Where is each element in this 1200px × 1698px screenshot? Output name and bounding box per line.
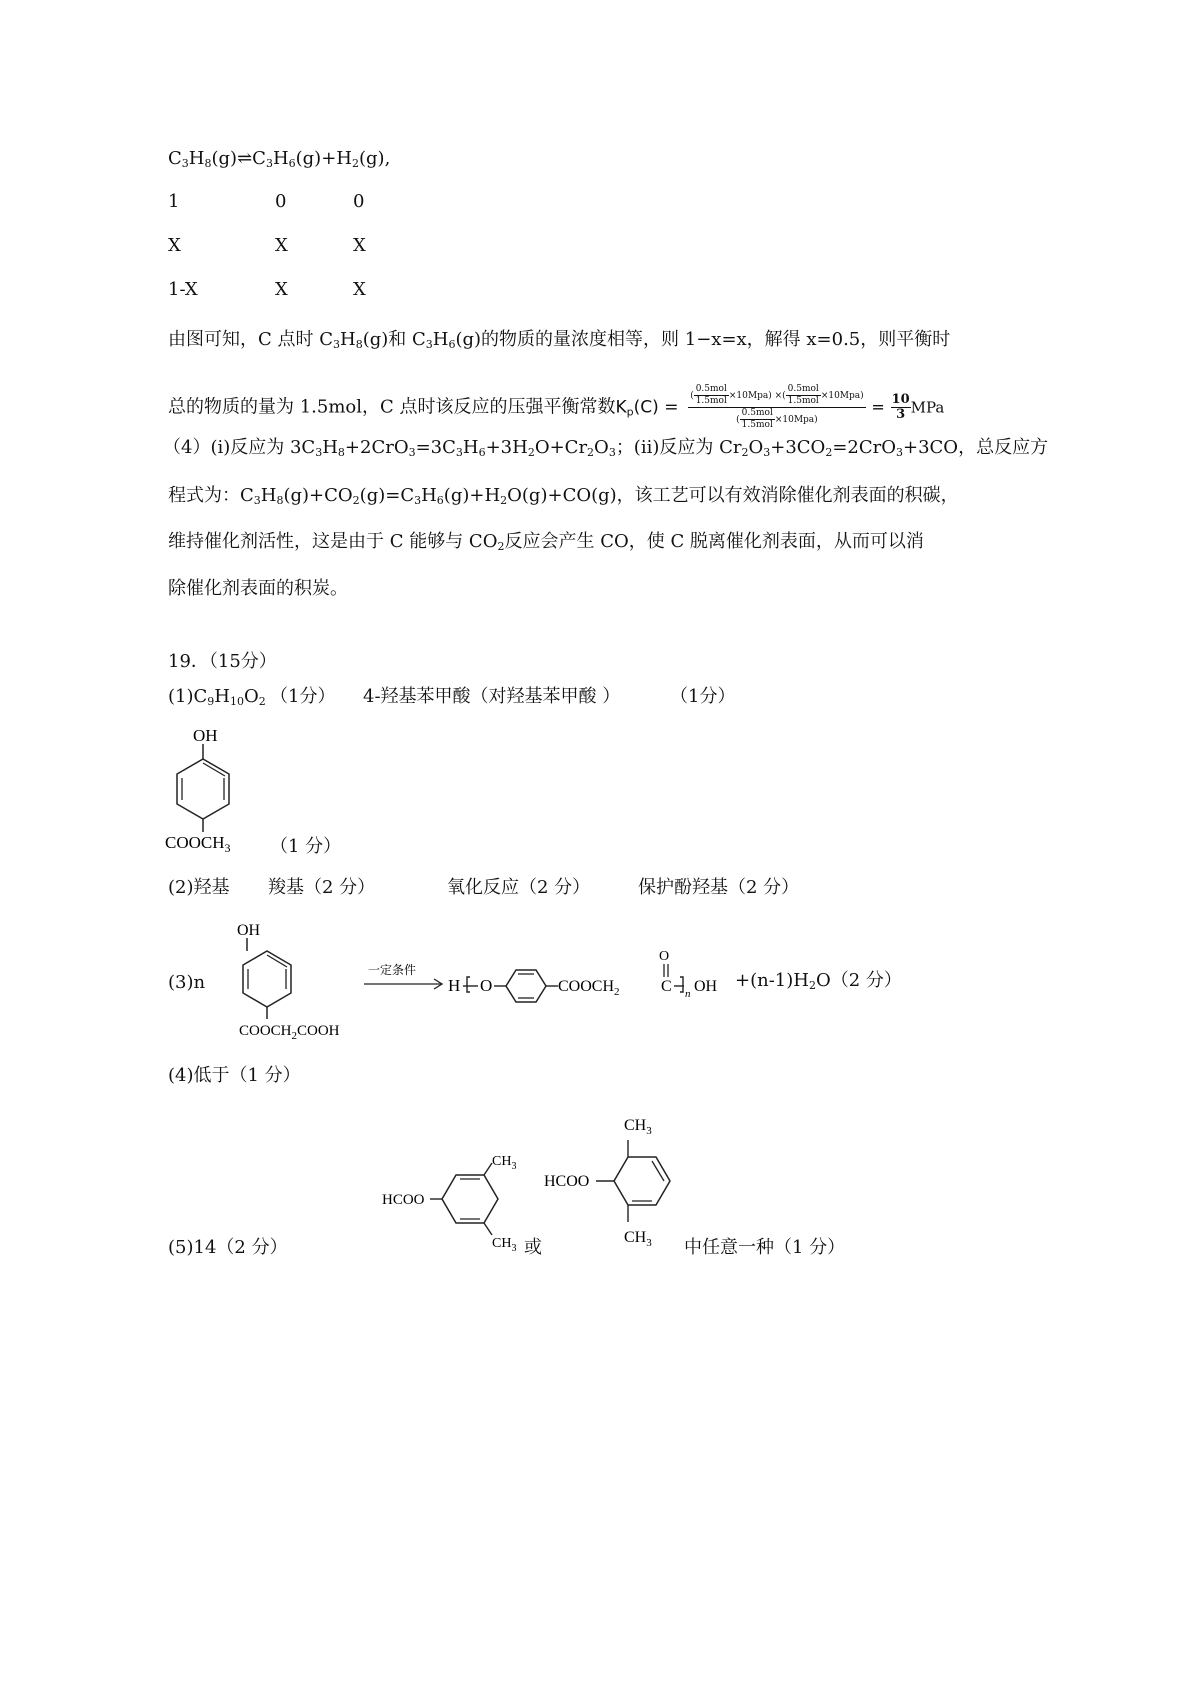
ice-row-initial-c1: 1 [168, 191, 180, 212]
answer-3-tail: $+(n-1)H_2O(2$ 分） [735, 970, 902, 992]
structure-isomer-2 [540, 1106, 690, 1258]
svg-text:n: n [685, 988, 691, 1000]
answer-2-carboxyl: 羧基（2 分） [268, 877, 376, 898]
answer-3-label: (3)n [168, 972, 206, 993]
question-19-title: 19．（15分） [168, 651, 277, 672]
svg-text:O: O [659, 949, 670, 964]
answer-1: $(1)C_9H_{10}O_2$ [168, 686, 266, 708]
svg-text:CH3: $CH_3$ [492, 1154, 517, 1172]
ice-row-change-c1: X [168, 235, 181, 256]
kp-expression: ( $\frac{\text{0.5mol}}{\text{1.5mol}}$ ×10Mpa) ×( $\frac{\text{0.5mol}}{\text{1.5mol}}$ ×10Mpa) ( $\frac{\text{0.5mol}}{\text{1.5mol}}$ ×10Mpa) [690, 384, 864, 430]
svg-text:O: O [480, 976, 493, 995]
structure-isomer-1 [378, 1143, 538, 1253]
svg-text:C: C [661, 978, 672, 995]
ice-row-initial-c3: 0 [353, 191, 365, 212]
answer-1-score-2: （1分） [670, 686, 736, 707]
svg-text:OH: OH [694, 978, 718, 995]
ice-row-equilibrium-c1: 1-X [168, 279, 198, 300]
svg-text:CH3: $CH_3$ [624, 1229, 652, 1249]
kp-result-fraction: $\frac{10}{3}$ [891, 392, 910, 422]
svg-text:HCOO: HCOO [544, 1173, 590, 1190]
svg-text:CH3: $CH_3$ [624, 1117, 652, 1137]
svg-text:COOCH3: $COOCH_3$ [165, 833, 231, 852]
ice-row-change-c2: X [275, 235, 288, 256]
part4-line4: 除催化剂表面的积炭。 [168, 578, 348, 599]
ice-row-equilibrium-c3: X [353, 279, 366, 300]
svg-text:COOCH2: $COOCH_2$ [558, 978, 620, 998]
svg-text:一定条件: 一定条件 [368, 963, 417, 977]
ice-row-equilibrium-c2: X [275, 279, 288, 300]
structure-methyl-hydroxybenzoate [160, 722, 300, 852]
structure-polymer [446, 944, 731, 1004]
structure-1-score: （1 分） [270, 836, 342, 857]
answer-4: (4)低于（1 分） [168, 1065, 301, 1086]
svg-text:CH3: $CH_3$ [492, 1236, 517, 1253]
paragraph-point-c: 由图可知，C 点时 $C_3H_8(g)$和 $C_3H_6(g)$的物质的量浓度相等，则 1−x=x，解得 x=0.5，则平衡时 [168, 329, 951, 351]
kp-line: 总的物质的量为 1.5mol，C 点时该反应的压强平衡常数$K_p(C)$ = ( $\frac{\text{0.5mol}}{\text{1.5mol}}$ ×10Mpa) ×( $\frac{\text{0.5mol}}{\text{1.5mol}}$ ×10Mpa) ( $\frac{\text{0.5mol}}{\text{1.5mol}}$ ×10Mpa) = $\frac{10}{3}$ MPa [168, 384, 945, 430]
part4-line3: 维持催化剂活性，这是由于 C 能够与 $CO_2$反应会产生 CO，使 C 脱离催化剂表面，从而可以消 [168, 531, 924, 553]
svg-text:OH: OH [193, 726, 218, 745]
part4-line2: 程式为：$C_3H_8(g)+CO_2(g)=C_3H_6(g)+H_2O(g)+CO(g)$，该工艺可以有效消除催化剂表面的积碳， [168, 485, 959, 507]
answer-2-protect: 保护酚羟基（2 分） [638, 877, 800, 898]
answer-1-score-1: （1分） [270, 686, 336, 707]
structure-monomer [225, 917, 365, 1041]
svg-text:COOCH2COOH: $COOCH_2COOH$ [239, 1023, 340, 1041]
equilibrium-equation: $C_3H_8(g)\rightleftharpoons C_3H_6(g)+H_2(g)$, [168, 148, 391, 170]
reaction-arrow-icon [362, 962, 446, 992]
svg-text:OH: OH [237, 922, 261, 939]
svg-text:HCOO: HCOO [382, 1192, 425, 1208]
answer-5-label: (5)14（2 分） [168, 1237, 288, 1258]
or-text: 或 [524, 1237, 542, 1258]
ice-row-change-c3: X [353, 235, 366, 256]
ice-row-initial-c2: 0 [275, 191, 287, 212]
part4-line1: （4）(i)反应为 $3C_3H_8+2CrO_3=3C_3H_6+3H_2O+Cr_2O_3$；(ii)反应为 $Cr_2O_3+3CO_2=2CrO_3+3CO$，总反应方 [163, 437, 1049, 459]
answer-2-oxidation: 氧化反应（2 分） [447, 877, 591, 898]
svg-text:H: H [448, 976, 461, 995]
reversible-arrow-icon: ⇌ [237, 148, 253, 169]
answer-1-name: 4-羟基苯甲酸（对羟基苯甲酸 ） [363, 686, 621, 707]
answer-2-hydroxyl: (2)羟基 [168, 877, 230, 898]
answer-5-tail: 中任意一种（1 分） [684, 1237, 846, 1258]
